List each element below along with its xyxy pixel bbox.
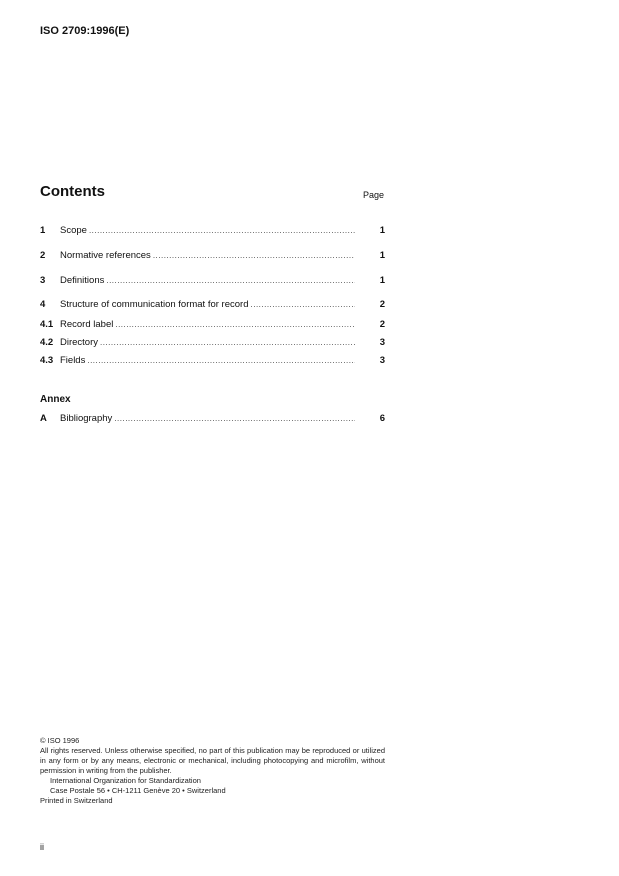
organization-address: Case Postale 56 • CH-1211 Genève 20 • Switzerland <box>50 786 226 795</box>
copyright-line: © ISO 1996 <box>40 736 80 745</box>
toc-entry-number: 1 <box>40 225 46 236</box>
toc-entry[interactable] <box>40 355 385 369</box>
toc-entry-page: 3 <box>379 337 385 348</box>
toc-entry[interactable] <box>40 299 385 313</box>
toc-entry-page: 1 <box>379 250 385 261</box>
toc-entry-title: Definitions <box>60 275 105 286</box>
toc-entry-title: Record label <box>60 319 114 330</box>
dot-leader <box>114 414 355 423</box>
toc-entry[interactable] <box>40 225 385 239</box>
contents-heading: Contents <box>40 183 105 200</box>
toc-entry-title: Directory <box>60 337 99 348</box>
toc-entry-title: Fields <box>60 355 86 366</box>
toc-entry-page: 1 <box>379 275 385 286</box>
annex-heading: Annex <box>40 394 71 405</box>
toc-entry-number: 2 <box>40 250 46 261</box>
organization-name: International Organization for Standardization <box>50 776 201 785</box>
toc-entry-number: A <box>40 413 47 424</box>
toc-entry[interactable] <box>40 337 385 351</box>
dot-leader <box>153 251 355 260</box>
toc-entry-number: 4.1 <box>40 319 54 330</box>
dot-leader <box>89 226 355 235</box>
toc-entry-page: 6 <box>379 413 385 424</box>
toc-entry-title: Normative references <box>60 250 151 261</box>
dot-leader <box>87 356 355 365</box>
dot-leader <box>251 300 356 309</box>
toc-entry-page: 2 <box>379 319 385 330</box>
toc-entry-page: 2 <box>379 299 385 310</box>
toc-entry-number: 4.3 <box>40 355 54 366</box>
dot-leader <box>115 320 355 329</box>
toc-entry-title: Bibliography <box>60 413 113 424</box>
printed-in: Printed in Switzerland <box>40 796 113 805</box>
dot-leader <box>100 338 355 347</box>
rights-statement: All rights reserved. Unless otherwise specified, no part of this publication may be reproduced or utilized in any form or by any means, electronic or mechanical, including photocopying and microfilm, without permission in writing from the publisher. <box>40 746 385 775</box>
dot-leader <box>106 276 355 285</box>
page-number: ii <box>40 842 44 852</box>
toc-entry[interactable] <box>40 319 385 333</box>
toc-entry-annex[interactable] <box>40 413 385 427</box>
toc-entry-page: 3 <box>379 355 385 366</box>
toc-entry-number: 4 <box>40 299 46 310</box>
toc-entry[interactable] <box>40 275 385 289</box>
toc-entry-page: 1 <box>379 225 385 236</box>
toc-entry-title: Structure of communication format for record <box>60 299 249 310</box>
toc-entry-number: 3 <box>40 275 46 286</box>
page-column-label: Page <box>363 190 385 200</box>
toc-entry-number: 4.2 <box>40 337 54 348</box>
toc-entry-title: Scope <box>60 225 87 236</box>
toc-entry[interactable] <box>40 250 385 264</box>
copyright-notice <box>40 736 385 806</box>
document-header: ISO 2709:1996(E) <box>40 25 130 37</box>
